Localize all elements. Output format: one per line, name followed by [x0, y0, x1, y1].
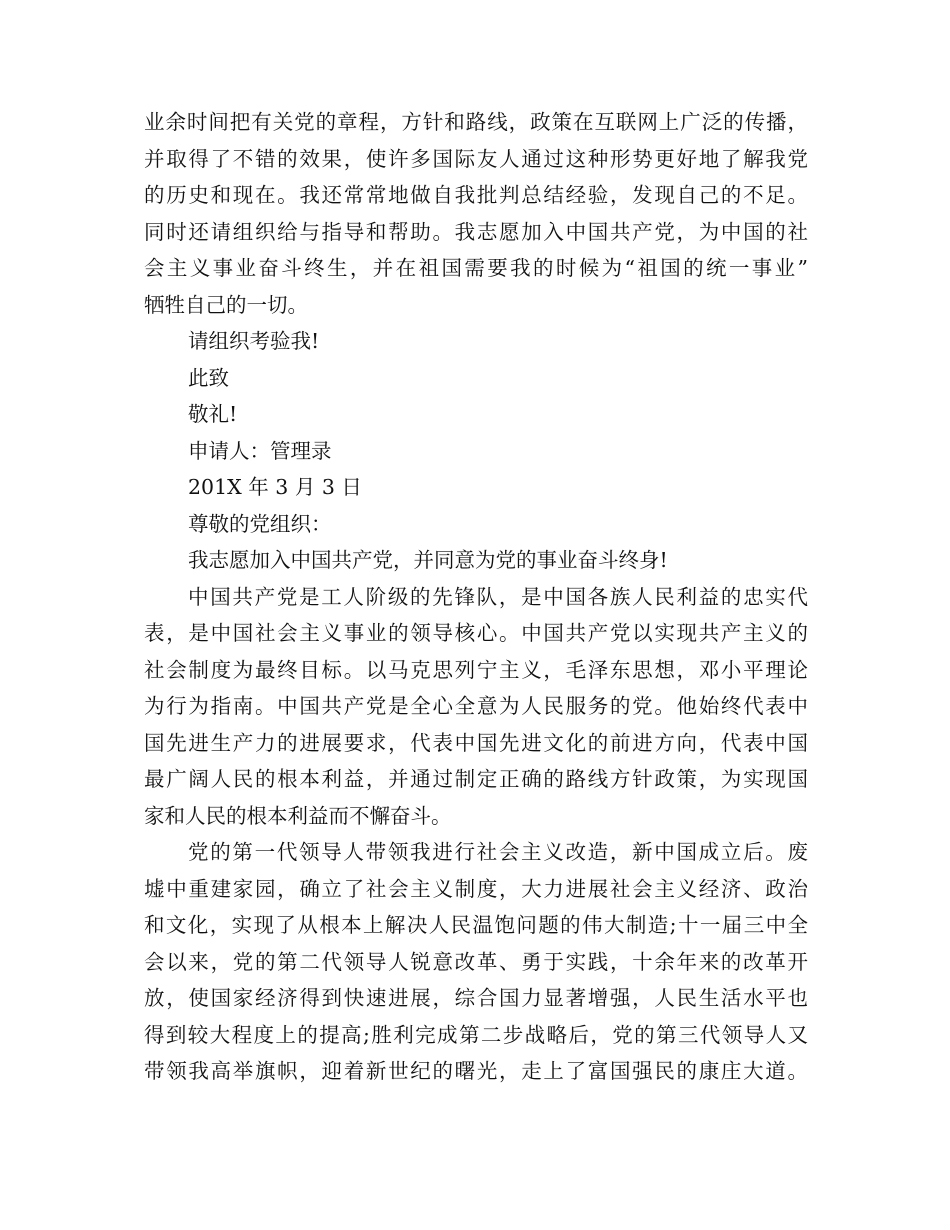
text-line: 得到较大程度上的提高;胜利完成第二步战略后，党的第三代领导人又 — [144, 1022, 808, 1047]
text-line: 和文化，实现了从根本上解决人民温饱问题的伟大制造;十一届三中全 — [144, 913, 808, 937]
document-body — [144, 104, 808, 1090]
text-line: 会主义事业奋斗终生，并在祖国需要我的时候为“祖国的统一事业” — [144, 256, 808, 280]
salutation-line: 尊敬的党组织： — [188, 511, 332, 536]
text-line: 家和人民的根本利益而不懈奋斗。 — [144, 803, 452, 828]
text-line: 我志愿加入中国共产党，并同意为党的事业奋斗终身! — [188, 548, 668, 572]
date-line: 201X 年 3 月 3 日 — [188, 475, 362, 499]
text-line: 放，使国家经济得到快速进展，综合国力显著增强，人民生活水平也 — [144, 986, 808, 1010]
text-line: 请组织考验我! — [188, 329, 320, 353]
text-line: 并取得了不错的效果，使许多国际友人通过这种形势更好地了解我党 — [144, 146, 808, 171]
text-line: 牺牲自己的一切。 — [144, 292, 308, 317]
text-line: 的历史和现在。我还常常地做自我批判总结经验，发现自己的不足。 — [144, 183, 808, 207]
applicant-line: 申请人：管理录 — [188, 438, 332, 463]
text-line: 业余时间把有关党的章程，方针和路线，政策在互联网上广泛的传播， — [144, 110, 808, 134]
text-line: 党的第一代领导人带领我进行社会主义改造，新中国成立后。废 — [188, 840, 808, 864]
text-line: 社会制度为最终目标。以马克思列宁主义，毛泽东思想，邓小平理论 — [144, 657, 808, 682]
text-line: 会以来，党的第二代领导人锐意改革、勇于实践，十余年来的改革开 — [144, 949, 808, 974]
text-line: 带领我高举旗帜，迎着新世纪的曙光，走上了富国强民的康庄大道。 — [144, 1059, 808, 1083]
text-line: 同时还请组织给与指导和帮助。我志愿加入中国共产党，为中国的社 — [144, 219, 808, 244]
text-line: 表，是中国社会主义事业的领导核心。中国共产党以实现共产主义的 — [144, 621, 808, 645]
text-line: 敬礼! — [188, 402, 238, 426]
text-line: 中国共产党是工人阶级的先锋队，是中国各族人民利益的忠实代 — [188, 584, 808, 609]
text-line: 最广阔人民的根本利益，并通过制定正确的路线方针政策，为实现国 — [144, 767, 808, 791]
text-line: 此致 — [188, 365, 229, 390]
text-line: 墟中重建家园，确立了社会主义制度，大力进展社会主义经济、政治 — [144, 876, 808, 901]
text-line: 国先进生产力的进展要求，代表中国先进文化的前进方向，代表中国 — [144, 730, 808, 755]
text-line: 为行为指南。中国共产党是全心全意为人民服务的党。他始终代表中 — [144, 694, 808, 718]
